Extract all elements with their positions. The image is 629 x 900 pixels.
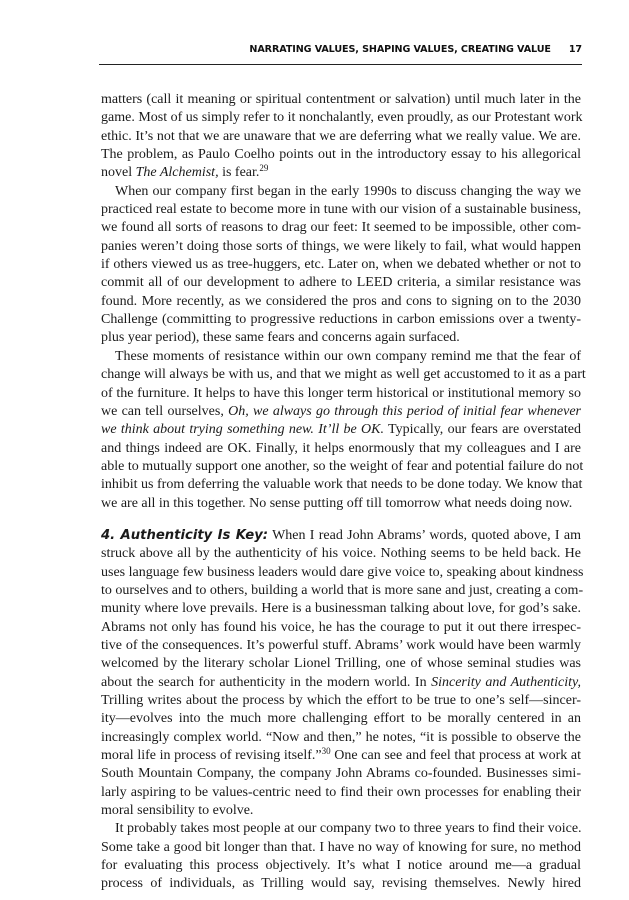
text-run: we can tell ourselves, — [101, 403, 229, 419]
text-line: welcomed by the literary scholar Lionel Trilling, one of whose seminal studies was — [101, 656, 581, 672]
text-line — [101, 674, 581, 692]
text-line: ity—evolves into the much more challenging effort to be morally centered in an — [101, 711, 581, 727]
paragraph-3 — [101, 348, 586, 513]
text-line: we found all sorts of reasons to drag our feet: It seemed to be impossible, other com- — [101, 220, 581, 236]
text-line: munity where love prevails. Here is a businessman talking about love, for god’s sake. — [101, 601, 581, 617]
paragraph-4 — [101, 527, 584, 821]
footnote-ref-30: 30 — [321, 746, 331, 757]
text-line: struck above all by the authenticity of his voice. Nothing seems to be held back. He — [101, 546, 581, 562]
text-line — [101, 527, 581, 545]
text-line: we are all in this together. No sense putting off till tomorrow what needs doing now. — [101, 495, 573, 511]
text-line: change will always be with us, and that we might as well get accustomed to it as a part — [101, 367, 586, 383]
text-line: increasingly complex world. “Now and then,” he notes, “it is possible to observe the — [101, 729, 581, 745]
text-line: Trilling writes about the process by which the effort to be true to one’s self—sincer- — [101, 693, 581, 708]
text-line: Some take a good bit longer than that. I have no way of knowing for sure, no method — [101, 839, 581, 855]
text-line: process of individuals, as Trilling would say, revising themselves. Newly hired — [101, 876, 581, 892]
text-line — [101, 403, 581, 421]
text-line: South Mountain Company, the company John Abrams co-founded. Businesses simi- — [101, 766, 581, 782]
footnote-ref-29: 29 — [259, 163, 269, 174]
italic-run: we think about trying something new. It’ll be OK. — [101, 422, 384, 438]
book-title-sincerity: Sincerity and Authenticity, — [431, 674, 581, 690]
book-title-alchemist: The Alchemist, — [135, 165, 219, 181]
text-line: and things indeed are OK. Finally, it helps enormously that my colleagues and I are — [101, 440, 581, 456]
text-line — [101, 164, 581, 182]
text-line: tive of the consequences. It’s powerful stuff. Abrams’ work would have been warmly — [101, 637, 581, 653]
text-line: commit all of our development to adhere to LEED criteria, a similar resistance was — [101, 275, 581, 291]
text-line: for evaluating this process objectively. It’s what I notice around me—a gradual — [101, 858, 581, 874]
text-line: if others viewed us as tree-huggers, etc. Later on, when we debated whether or not to — [101, 257, 581, 273]
text-line: larly aspiring to be values-centric need to find their own processes for enabling their — [101, 784, 581, 800]
text-run: novel — [101, 165, 136, 181]
text-line: ethic. It’s not that we are unaware that we are deferring what we really value. We are. — [101, 128, 581, 144]
italic-run: Oh, we always go through this period of initial fear whenever — [228, 403, 582, 419]
text-line: of the furniture. It helps to have this longer term historical or institutional memory so — [101, 385, 581, 401]
text-run: One can see and feel that process at work at — [330, 748, 581, 764]
section-heading: 4. Authenticity Is Key: — [101, 527, 269, 543]
running-head-title: NARRATING VALUES, SHAPING VALUES, CREATING VALUE — [249, 44, 551, 55]
text-line: moral sensibility to evolve. — [101, 803, 254, 819]
text-run: moral life in process of revising itself.” — [101, 748, 322, 764]
text-line — [101, 747, 581, 765]
paragraph-5 — [101, 820, 581, 893]
text-run: is fear. — [218, 165, 260, 181]
text-line: to ourselves and to others, building a world that is more sane and just, creating a com- — [101, 582, 584, 598]
page-number: 17 — [568, 44, 582, 55]
text-run: Typically, our fears are overstated — [384, 422, 581, 438]
text-line: When our company first began in the early 1990s to discuss changing the way we — [115, 183, 581, 199]
text-line — [101, 421, 581, 439]
body-text — [101, 91, 586, 894]
text-run: When I read John Abrams’ words, quoted above, I am — [268, 527, 581, 543]
text-line: It probably takes most people at our company two to three years to find their voice. — [115, 821, 582, 837]
text-line: The problem, as Paulo Coelho points out in the introductory essay to his allegorical — [101, 147, 581, 163]
text-line: Challenge (committing to progressive reductions in carbon emissions over a twenty- — [101, 312, 581, 328]
text-line: Abrams not only has found his voice, he has the courage to put it out there irrespec- — [101, 619, 581, 635]
text-line: panies weren’t doing those sorts of things, we were likely to fail, what would happen — [101, 238, 581, 254]
running-head — [99, 44, 582, 65]
text-line: game. Most of us simply refer to it nonchalantly, even proudly, as our Protestant work — [101, 110, 583, 126]
paragraph-2 — [101, 183, 581, 348]
section-gap — [101, 513, 581, 527]
text-line: found. More recently, as we considered the pros and cons to signing on to the 2030 — [101, 293, 581, 309]
text-line: able to mutually support one another, so the weight of fear and potential failure do not — [101, 458, 584, 474]
text-line: practiced real estate to become more in tune with our vision of a sustainable business, — [101, 202, 582, 218]
text-line: These moments of resistance within our own company remind me that the fear of — [115, 348, 581, 364]
text-line: matters (call it meaning or spiritual contentment or salvation) until much later in the — [101, 92, 581, 107]
text-line: uses language few business leaders would dare give voice to, speaking about kindness — [101, 564, 584, 580]
paragraph-1 — [101, 91, 581, 183]
text-line: inhibit us from deferring the valuable work that needs to be done today. We know that — [101, 477, 583, 493]
text-run: about the search for authenticity in the modern world. In — [101, 674, 432, 690]
text-line: plus year period), these same fears and concerns again surfaced. — [101, 330, 460, 346]
